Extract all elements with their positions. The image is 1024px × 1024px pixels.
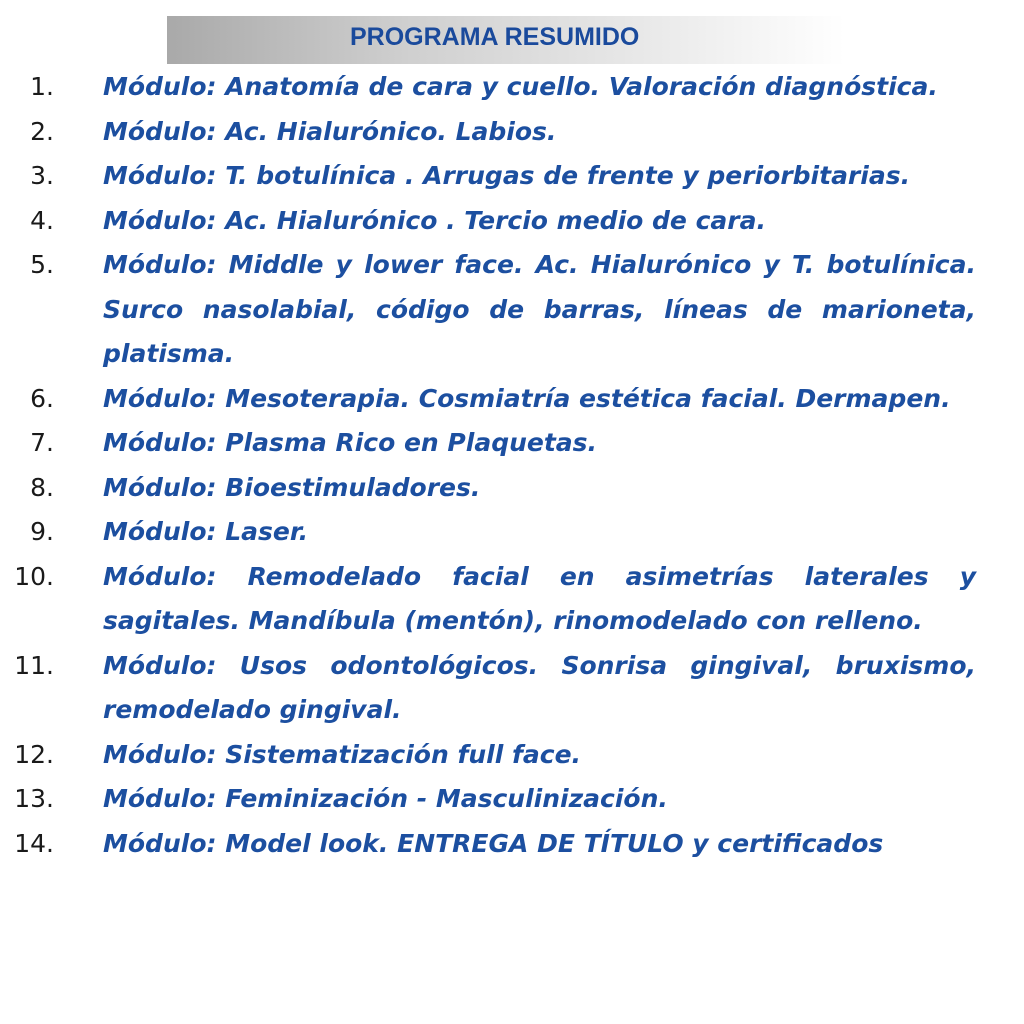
module-text: Módulo: Model look. ENTREGA DE TÍTULO y certificados [103,828,884,858]
module-item-14 [0,822,976,867]
module-number: 10. [14,561,54,591]
module-text: Módulo: Laser. [103,517,309,546]
module-number: 6. [30,383,54,413]
module-item-1 [0,65,976,110]
module-text: Módulo: Bioestimuladores. [103,472,481,502]
module-text: Módulo: Middle y lower face. Ac. Hialurónico y T. botulínica. Surco nasolabial, código de barras, líneas de marioneta, platisma. [103,250,976,368]
module-item-4 [0,199,976,244]
module-item-2 [0,110,976,155]
module-item-13 [0,777,976,822]
module-number: 9. [30,517,54,546]
module-item-11 [0,644,976,733]
module-item-7 [0,421,976,466]
module-text: Módulo: Remodelado facial en asimetrías laterales y sagitales. Mandíbula (mentón), rinomodelado con relleno. [103,561,976,635]
module-number: 11. [14,650,54,680]
module-number: 1. [30,72,54,101]
module-text: Módulo: Ac. Hialurónico . Tercio medio de cara. [103,205,766,235]
module-number: 14. [14,828,54,858]
module-text: Módulo: Anatomía de cara y cuello. Valoración diagnóstica. [103,72,938,101]
module-number: 8. [30,472,54,502]
page-title: PROGRAMA RESUMIDO [350,23,640,51]
module-number: 3. [30,161,54,190]
module-text: Módulo: Usos odontológicos. Sonrisa gingival, bruxismo, remodelado gingival. [103,650,976,724]
module-text: Módulo: Feminización - Masculinización. [103,784,668,813]
module-text: Módulo: Ac. Hialurónico. Labios. [103,116,557,146]
module-item-6 [0,377,976,422]
module-text: Módulo: Mesoterapia. Cosmiatría estética facial. Dermapen. [103,383,951,413]
module-item-10 [0,555,976,644]
module-item-3 [0,154,976,199]
module-number: 7. [30,428,54,457]
module-item-8 [0,466,976,511]
module-item-9 [0,510,976,555]
module-number: 2. [30,116,54,146]
module-item-5 [0,243,976,377]
module-list [0,65,1024,866]
module-text: Módulo: Plasma Rico en Plaquetas. [103,428,598,457]
module-text: Módulo: T. botulínica . Arrugas de frente y periorbitarias. [103,161,911,190]
module-number: 13. [14,784,54,813]
module-text: Módulo: Sistematización full face. [103,739,582,769]
module-item-12 [0,733,976,778]
module-number: 4. [30,205,54,235]
module-number: 5. [30,250,54,279]
module-number: 12. [14,739,54,769]
